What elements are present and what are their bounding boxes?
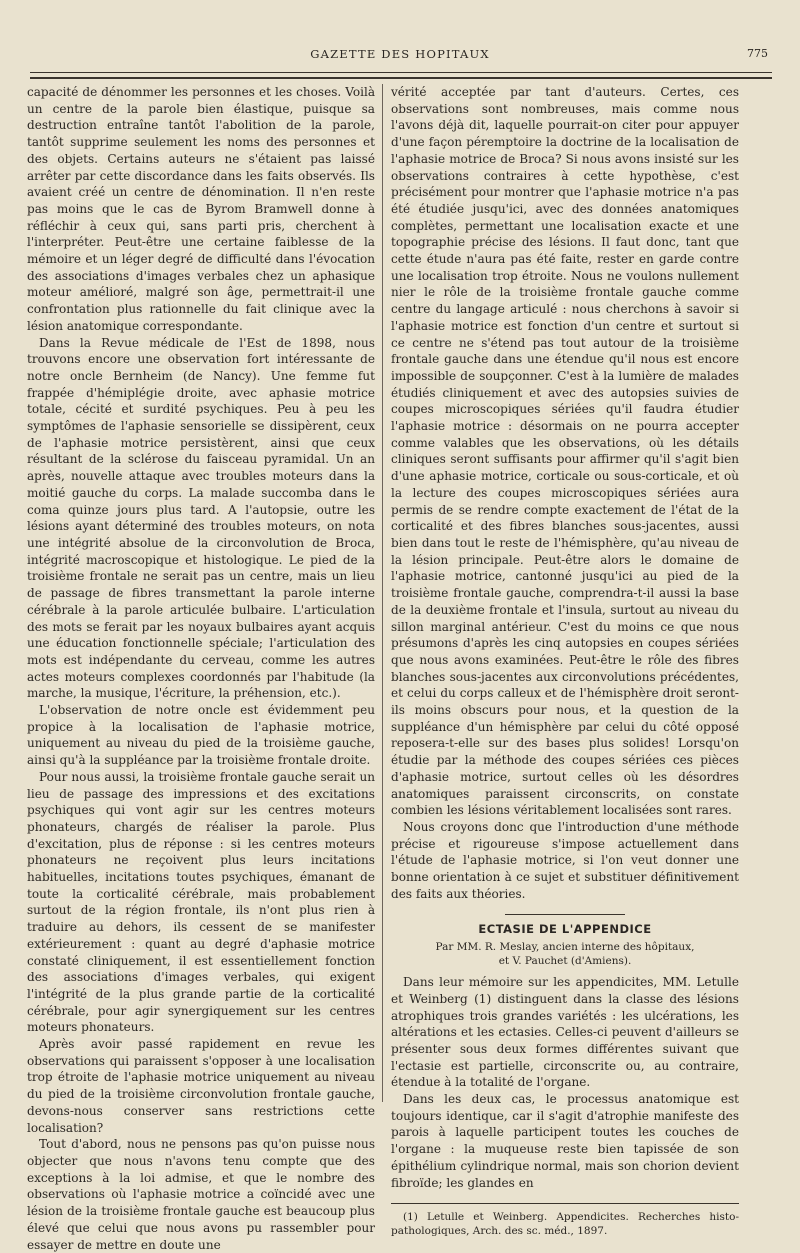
- right-column: [391, 84, 739, 1238]
- paragraph: vérité acceptée par tant d'auteurs. Certes, ces observations sont nombreuses, mais comme nous l'avons déjà dit, laquelle pourrait-on citer pour appuyer d'une façon péremptoire la doctrine de la localisation de l'aphasie motrice de Broca? Si nous avons insisté sur les observations contraires à cette hypothèse, c'est précisément pour montrer que l'aphasie motrice n'a pas été étudiée jusqu'ici, avec des données anatomiques complètes, permettant une localisation exacte et une topographie précise des lésions. Il faut donc, tant que cette étude n'aura pas été faite, rester en garde contre une localisation trop étroite. Nous ne voulons nullement nier le rôle de la troisième frontale gauche comme centre du langage articulé : nous cherchons à savoir si l'aphasie motrice est fonction d'un centre et surtout si ce centre ne s'étend pas tout autour de la troisième frontale gauche dans une étendue qu'il nous est encore impossible de soupçonner. C'est à la lumière de malades étudiés cliniquement et avec des autopsies suivies de coupes microscopiques sériées qu'il faudra étudier l'aphasie motrice : désormais on ne pourra accepter comme valables que les observations, où les détails cliniques seront suffisants pour affirmer qu'il s'agit bien d'une aphasie motrice, corticale ou sous-corticale, et où la lecture des coupes microscopiques sériées aura permis de se rendre compte exactement de l'état de la corticalité et des fibres blanches sous-jacentes, aussi bien dans tout le reste de l'hémisphère, qu'au niveau de la lésion principale. Peut-être alors le domaine de l'aphasie motrice, cantonné jusqu'ici au pied de la troisième frontale gauche, comprendra-t-il aussi la base de la deuxième frontale et l'insula, surtout au niveau du sillon marginal antérieur. C'est du moins ce que nous présumons d'après les cinq autopsies en coupes sériées que nous avons examinées. Peut-être le rôle des fibres blanches sous-jacentes aux circonvolutions précédentes, et celui du corps calleux et de l'hémisphère droit seront-ils moins obscurs pour nous, et la question de la suppléance d'un hémisphère par celui du côté opposé reposera-t-elle sur des bases plus solides! Lorsqu'on étudie par la méthode des coupes sériées ces pièces d'aphasie motrice, surtout celles où les désordres anatomiques paraissent circonscrits, on constate combien les lésions véritablement localisées sont rares.: [391, 85, 739, 818]
- column-divider: [382, 84, 383, 1102]
- paragraph: Tout d'abord, nous ne pensons pas qu'on puisse nous objecter que nous n'avons tenu compte que des exceptions à la loi admise, et que le nombre des observations où l'aphasie motrice a coïncidé avec une lésion de la troisième frontale gauche est beaucoup plus élevé que celui que nous avons pu rassembler pour essayer de mettre en doute une: [27, 1137, 375, 1252]
- paragraph: Nous croyons donc que l'introduction d'une méthode précise et rigoureuse s'impose actuellement dans l'étude de l'aphasie motrice, si l'on veut donner une bonne orientation à ce sujet et substituer définitivement des faits aux théories.: [391, 819, 739, 901]
- section-separator: [505, 914, 625, 915]
- page-header-title: GAZETTE DES HOPITAUX: [310, 47, 490, 61]
- paragraph: Pour nous aussi, la troisième frontale gauche serait un lieu de passage des impressions et des excitations psychiques qui vont agir sur les centres moteurs phonateurs, chargés de réaliser la parole. Plus d'excitation, plus de réponse : si les centres moteurs phonateurs ne reçoivent plus leurs incitations habituelles, incitations toutes psychiques, émanant de toute la corticalité cérébrale, mais probablement surtout de la région frontale, ils n'ont plus rien à traduire au dehors, ils cessent de se manifester extérieurement : quant au degré d'aphasie motrice constaté cliniquement, il est essentiellement fonction des associations d'images verbales, qui exigent l'intégrité de la plus grande partie de la corticalité cérébrale, pour agir synergiquement sur les centres moteurs phonateurs.: [27, 769, 375, 1035]
- section-title: ECTASIE DE L'APPENDICE: [478, 922, 652, 937]
- left-column: [27, 84, 375, 1253]
- paragraph: Dans la Revue médicale de l'Est de 1898, nous trouvons encore une observation fort intéressante de notre oncle Bernheim (de Nancy). Une femme fut frappée d'hémiplégie droite, avec aphasie motrice totale, cécité et surdité psychiques. Peu à peu les symptômes de l'aphasie sensorielle se dissipèrent, ceux de l'aphasie motrice persistèrent, ainsi que ceux résultant de la sclérose du faisceau pyramidal. Un an après, nouvelle attaque avec troubles moteurs dans la moitié gauche du corps. La malade succomba dans le coma quinze jours plus tard. A l'autopsie, outre les lésions ayant déterminé des troubles moteurs, on nota une intégrité absolue de la circonvolution de Broca, intégrité macroscopique et histologique. Le pied de la troisième frontale ne serait pas un centre, mais un lieu de passage de fibres transmettant la parole interne cérébrale à la parole articulée bulbaire. L'articulation des mots se ferait par les noyaux bulbaires ayant acquis une éducation fonctionnelle spéciale; l'articulation des mots est indépendante du cerveau, comme les autres actes moteurs complexes coordonnés par l'habitude (la marche, la musique, l'écriture, la préhension, etc.).: [27, 335, 375, 701]
- paragraph: Dans leur mémoire sur les appendicites, MM. Letulle et Weinberg (1) distinguent dans la classe des lésions atrophiques trois grandes variétés : les ulcérations, les altérations et les ectasies. Celles-ci peuvent d'ailleurs se présenter sous deux formes différentes suivant que l'ectasie est partielle, circonscrite ou, au contraire, étendue à la totalité de l'organe.: [391, 975, 739, 1090]
- header-rule-thick: [30, 77, 772, 79]
- paragraph: Après avoir passé rapidement en revue les observations qui paraissent s'opposer à une localisation trop étroite de l'aphasie motrice uniquement au niveau du pied de la troisième circonvolution frontale gauche, devons-nous conserver sans restrictions cette localisation?: [27, 1037, 375, 1135]
- header-rule-thin: [30, 72, 772, 73]
- paragraph: Dans les deux cas, le processus anatomique est toujours identique, car il s'agit d'atrophie manifeste des parois à laquelle participent toutes les couches de l'organe : la muqueuse reste bien tapissée de son épithélium cylindrique normal, mais son chorion devient fibroïde; les glandes en: [391, 1092, 739, 1190]
- paragraph: capacité de dénommer les personnes et les choses. Voilà un centre de la parole bien élastique, puisque sa destruction entraîne tantôt l'abolition de la parole, tantôt supprime seulement les noms des personnes et des objets. Certains auteurs ne s'étaient pas laissé arrêter par cette discordance dans les faits observés. Ils avaient créé un centre de dénomination. Il n'en reste pas moins que le cas de Byrom Bramwell donne à réfléchir à ceux qui, sans parti pris, cherchent à l'interpréter. Peut-être une certaine faiblesse de la mémoire et un léger degré de difficulté dans l'évocation des associations d'images verbales chez un aphasique moteur amélioré, malgré son âge, permettrait-il une confrontation plus rationnelle du fait clinique avec la lésion anatomique correspondante.: [27, 85, 375, 333]
- footnote-rule: [391, 1203, 739, 1204]
- footnote: (1) Letulle et Weinberg. Appendicites. Recherches histo-pathologiques, Arch. des sc. méd., 1897.: [391, 1211, 739, 1238]
- byline-authors: Par MM. R. Meslay, ancien interne des hôpitaux,: [435, 941, 695, 954]
- paragraph: L'observation de notre oncle est évidemment peu propice à la localisation de l'aphasie motrice, uniquement au niveau du pied de la troisième gauche, ainsi qu'à la suppléance par la troisième frontale droite.: [27, 703, 375, 768]
- byline-coauthor: et V. Pauchet (d'Amiens).: [498, 955, 632, 968]
- page-number: 775: [747, 47, 768, 60]
- section-byline: [391, 940, 739, 968]
